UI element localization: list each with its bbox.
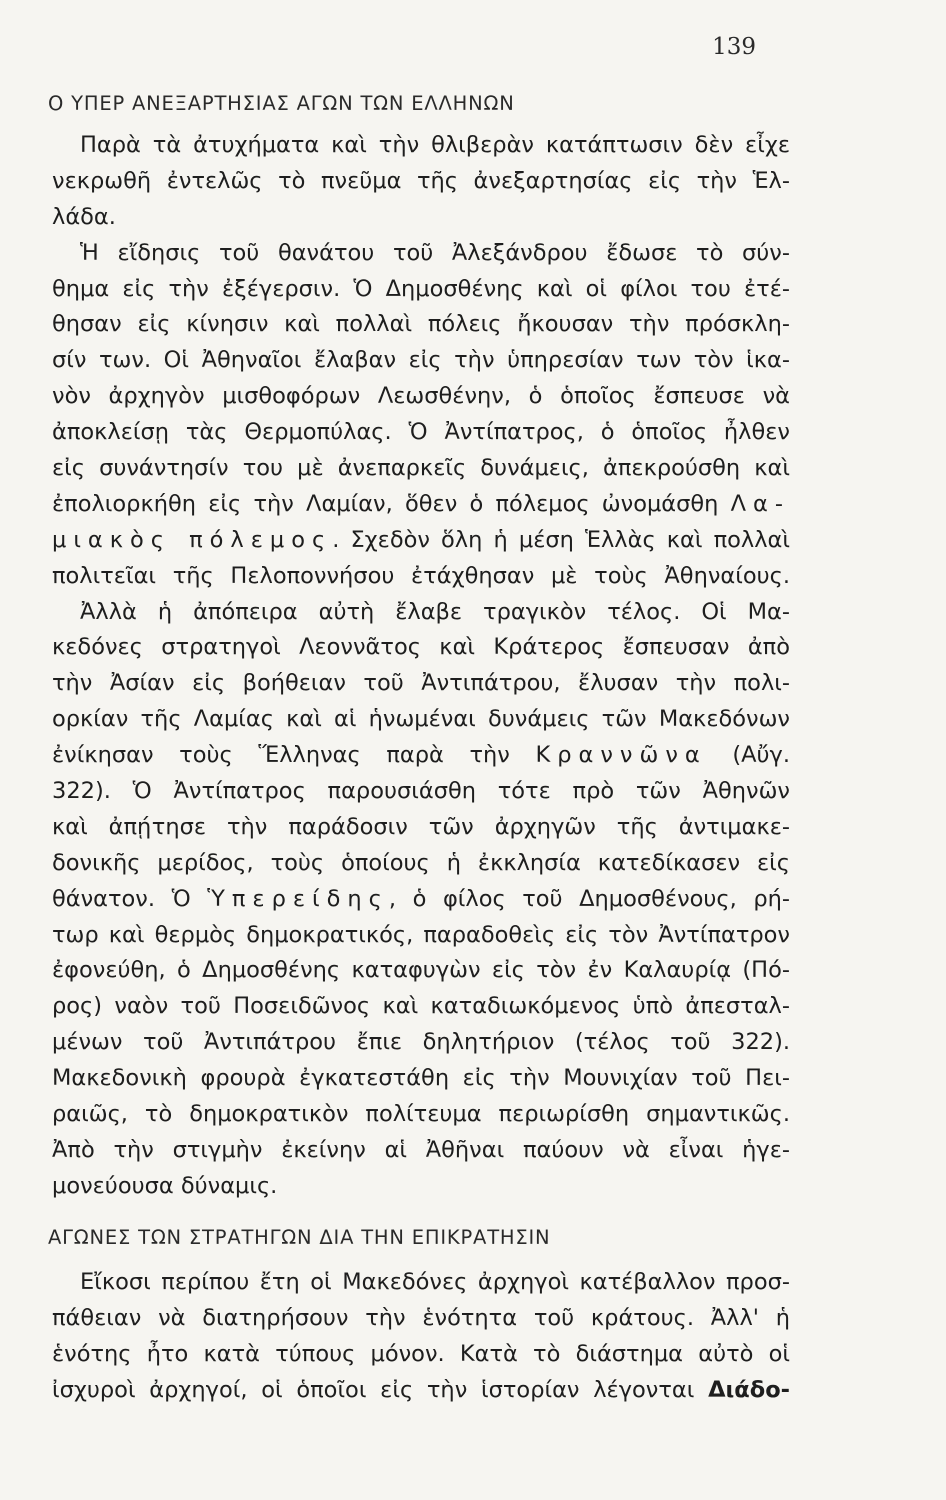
text-line: εἰς συνάντησίν του μὲ ἀνεπαρκεῖς δυνάμεις, ἀπεκρούσθη καὶ [52, 455, 790, 482]
spaced-term-lamiakos: Λα- [730, 490, 790, 517]
text-line: ρος) ναὸν τοῦ Ποσειδῶνος καὶ καταδιωκόμενος ὑπὸ ἀπεσταλ- [52, 993, 790, 1020]
text-line: ραιῶς, τὸ δημοκρατικὸν πολίτευμα περιωρίσθη σημαντικῶς. [52, 1101, 790, 1128]
spaced-term-krannon: Κραννῶνα [535, 742, 707, 769]
section-body [52, 1265, 790, 1409]
text-line: νὸν ἀρχηγὸν μισθοφόρων Λεωσθένην, ὁ ὁποῖος ἔσπευσε νὰ [52, 383, 790, 410]
text-line [52, 523, 790, 559]
bold-term: Διάδο- [708, 1376, 790, 1403]
text-line [52, 487, 790, 523]
text-line: μένων τοῦ Ἀντιπάτρου ἔπιε δηλητήριον (τέλος τοῦ 322). [52, 1029, 790, 1056]
text-line: καὶ ἀπῄτησε τὴν παράδοσιν τῶν ἀρχηγῶν τῆς ἀντιμακε- [52, 813, 790, 840]
text-line: 322). Ὁ Ἀντίπατρος παρουσιάσθη τότε πρὸ τῶν Ἀθηνῶν [52, 778, 790, 805]
text-line: ἑνότης ἦτο κατὰ τύπους μόνον. Κατὰ τὸ διάστημα αὐτὸ οἱ [52, 1340, 790, 1367]
text-line: δονικῆς μερίδος, τοὺς ὁποίους ἡ ἐκκλησία κατεδίκασεν εἰς [52, 849, 790, 876]
text-line: νεκρωθῆ ἐντελῶς τὸ πνεῦμα τῆς ἀνεξαρτησίας εἰς τὴν Ἑλ- [52, 167, 790, 194]
text-fragment: . Σχεδὸν ὅλη ἡ μέση Ἑλλὰς καὶ πολλαὶ [332, 526, 790, 553]
text-fragment: ἰσχυροὶ ἀρχηγοί, οἱ ὁποῖοι εἰς τὴν ἱστορίαν λέγονται [52, 1376, 709, 1403]
text-line: κεδόνες στρατηγοὶ Λεοννᾶτος καὶ Κράτερος ἔσπευσαν ἀπὸ [52, 634, 790, 661]
page-number: 139 [712, 34, 756, 60]
text-line: μονεύουσα δύναμις. [52, 1172, 278, 1199]
text-line: Μακεδονικὴ φρουρὰ ἐγκατεστάθη εἰς τὴν Μουνιχίαν τοῦ Πει- [52, 1065, 790, 1092]
text-line: ορκίαν τῆς Λαμίας καὶ αἱ ἡνωμέναι δυνάμεις τῶν Μακεδόνων [52, 706, 790, 733]
text-line [52, 882, 790, 918]
text-line: λάδα. [52, 203, 116, 230]
text-fragment: ἐπολιορκήθη εἰς τὴν Λαμίαν, ὅθεν ὁ πόλεμος ὠνομάσθη [52, 490, 731, 517]
text-line: τωρ καὶ θερμὸς δημοκρατικός, παραδοθεὶς εἰς τὸν Ἀντίπατρον [52, 921, 790, 948]
section-heading: ΑΓΩΝΕΣ ΤΩΝ ΣΤΡΑΤΗΓΩΝ ΔΙΑ ΤΗΝ ΕΠΙΚΡΑΤΗΣΙΝ [48, 1226, 551, 1249]
text-line: θησαν εἰς κίνησιν καὶ πολλαὶ πόλεις ἤκουσαν τὴν πρόσκλη- [52, 311, 790, 338]
text-line: Ἀπὸ τὴν στιγμὴν ἐκείνην αἱ Ἀθῆναι παύουν νὰ εἶναι ἡγε- [52, 1136, 790, 1163]
text-line: Εἴκοσι περίπου ἔτη οἱ Μακεδόνες ἀρχηγοὶ κατέβαλλον προσ- [80, 1269, 790, 1295]
text-fragment: , ὁ φίλος τοῦ Δημοσθένους, ρή- [388, 885, 791, 912]
text-line: πολιτεῖαι τῆς Πελοποννήσου ἐτάχθησαν μὲ τοὺς Ἀθηναίους. [52, 562, 790, 589]
text-fragment: ἐνίκησαν τοὺς Ἕλληνας παρὰ τὴν [52, 742, 536, 769]
text-line: ἀποκλείσῃ τὰς Θερμοπύλας. Ὁ Ἀντίπατρος, ὁ ὁποῖος ἦλθεν [52, 419, 790, 446]
text-line: Ἀλλὰ ἡ ἀπόπειρα αὐτὴ ἔλαβε τραγικὸν τέλος. Οἱ Μα- [80, 598, 790, 625]
text-line: πάθειαν νὰ διατηρήσουν τὴν ἑνότητα τοῦ κράτους. Ἀλλ' ἡ [52, 1304, 790, 1331]
text-fragment: θάνατον. Ὁ [52, 885, 208, 912]
spaced-term-lamiakos: μιακὸς πόλεμος [52, 526, 333, 553]
text-line: θημα εἰς τὴν ἐξέγερσιν. Ὁ Δημοσθένης καὶ οἱ φίλοι του ἐτέ- [52, 275, 790, 302]
text-line: ἐφονεύθη, ὁ Δημοσθένης καταφυγὼν εἰς τὸν ἐν Καλαυρίᾳ (Πό- [52, 957, 790, 984]
text-line [52, 1373, 790, 1409]
text-line: Ἡ εἴδησις τοῦ θανάτου τοῦ Ἀλεξάνδρου ἔδωσε τὸ σύν- [80, 239, 790, 266]
section-body [52, 128, 790, 1205]
text-line: τὴν Ἀσίαν εἰς βοήθειαν τοῦ Ἀντιπάτρου, ἔλυσαν τὴν πολι- [52, 670, 790, 697]
spaced-term-hypereides: Ὑπερείδης [207, 885, 389, 912]
text-line: Παρὰ τὰ ἀτυχήματα καὶ τὴν θλιβερὰν κατάπτωσιν δὲν εἶχε [80, 132, 790, 158]
section-heading: Ο ΥΠΕΡ ΑΝΕΞΑΡΤΗΣΙΑΣ ΑΓΩΝ ΤΩΝ ΕΛΛΗΝΩΝ [48, 92, 515, 115]
text-line: σίν των. Οἱ Ἀθηναῖοι ἔλαβαν εἰς τὴν ὑπηρεσίαν των τὸν ἱκα- [52, 347, 790, 374]
text-fragment: (Αὔγ. [706, 742, 791, 769]
text-line [52, 738, 790, 774]
